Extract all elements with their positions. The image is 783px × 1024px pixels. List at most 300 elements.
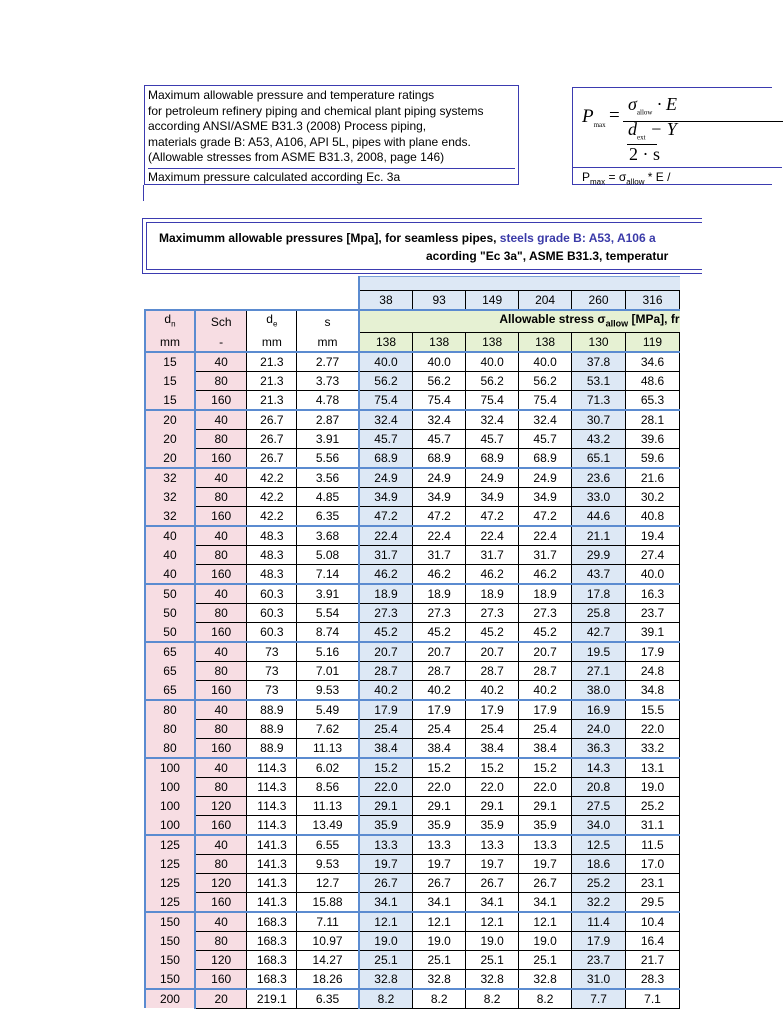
- allowable-stress-cell: 138: [519, 332, 572, 352]
- pressure-cell: 42.7: [572, 622, 626, 642]
- pressure-cell: 19.0: [466, 931, 519, 950]
- dn-cell: 150: [145, 950, 195, 969]
- pressure-cell: 27.3: [466, 603, 519, 622]
- de-cell: 114.3: [247, 777, 297, 796]
- pressure-cell: 46.2: [519, 564, 572, 584]
- sch-cell: 40: [195, 468, 247, 488]
- blank-cell: [145, 291, 195, 311]
- pressure-cell: 15.2: [359, 758, 413, 778]
- dn-cell: 200: [145, 989, 195, 1009]
- s-cell: 3.91: [297, 429, 359, 448]
- s-cell: 14.27: [297, 950, 359, 969]
- sch-cell: 120: [195, 873, 247, 892]
- sch-header: Sch: [195, 310, 247, 332]
- de-cell: 219.1: [247, 989, 297, 1009]
- sch-cell: 120: [195, 950, 247, 969]
- pressure-cell: 28.7: [413, 661, 466, 680]
- temperature-cell: 260: [572, 291, 626, 311]
- dn-cell: 65: [145, 680, 195, 700]
- allowable-stress-cell: 138: [359, 332, 413, 352]
- s-cell: 12.7: [297, 873, 359, 892]
- pressure-cell: 31.0: [572, 969, 626, 989]
- blank-cell: [519, 277, 572, 291]
- table-row: [145, 912, 680, 932]
- sch-cell: 160: [195, 622, 247, 642]
- info-box: [144, 85, 519, 185]
- pressure-cell: 31.7: [413, 545, 466, 564]
- table-row: [145, 603, 680, 622]
- table-row: [145, 564, 680, 584]
- dn-cell: 150: [145, 931, 195, 950]
- s-cell: 13.49: [297, 815, 359, 835]
- pressure-cell: 34.6: [626, 352, 680, 372]
- de-cell: 141.3: [247, 873, 297, 892]
- table-row: [145, 873, 680, 892]
- pressure-cell: 25.2: [572, 873, 626, 892]
- de-cell: 42.2: [247, 487, 297, 506]
- pressure-cell: 7.7: [572, 989, 626, 1009]
- s-cell: 15.88: [297, 892, 359, 912]
- pressure-cell: 32.8: [359, 969, 413, 989]
- sch-cell: 80: [195, 777, 247, 796]
- dn-cell: 15: [145, 390, 195, 410]
- column-header-row: [145, 310, 680, 332]
- pressure-cell: 34.1: [466, 892, 519, 912]
- table-row: [145, 989, 680, 1009]
- pressure-cell: 40.2: [413, 680, 466, 700]
- sch-cell: 40: [195, 352, 247, 372]
- pressure-cell: 20.7: [413, 642, 466, 662]
- temperature-cell: 316: [626, 291, 680, 311]
- sch-cell: 80: [195, 661, 247, 680]
- dn-cell: 100: [145, 758, 195, 778]
- pressure-cell: 32.4: [466, 410, 519, 430]
- pressure-cell: 19.0: [626, 777, 680, 796]
- blank-cell: [466, 277, 519, 291]
- pressure-cell: 38.4: [466, 738, 519, 758]
- dn-cell: 15: [145, 352, 195, 372]
- sch-cell: 160: [195, 892, 247, 912]
- pressure-cell: 40.0: [519, 352, 572, 372]
- pressure-cell: 40.0: [466, 352, 519, 372]
- s-cell: 9.53: [297, 854, 359, 873]
- pressure-cell: 19.0: [359, 931, 413, 950]
- pressure-cell: 32.4: [519, 410, 572, 430]
- s-cell: 3.56: [297, 468, 359, 488]
- pressure-cell: 39.1: [626, 622, 680, 642]
- pressure-cell: 20.7: [359, 642, 413, 662]
- de-cell: 60.3: [247, 603, 297, 622]
- pressure-cell: 18.9: [519, 584, 572, 604]
- pressure-cell: 23.1: [626, 873, 680, 892]
- s-cell: 2.77: [297, 352, 359, 372]
- temperature-cell: 149: [466, 291, 519, 311]
- pressure-cell: 30.2: [626, 487, 680, 506]
- pressure-cell: 40.2: [519, 680, 572, 700]
- table-row: [145, 950, 680, 969]
- de-cell: 114.3: [247, 796, 297, 815]
- pressure-cell: 15.2: [413, 758, 466, 778]
- pressure-cell: 23.7: [572, 950, 626, 969]
- pressure-cell: 34.0: [572, 815, 626, 835]
- de-cell: 48.3: [247, 526, 297, 546]
- de-cell: 73: [247, 642, 297, 662]
- pressure-cell: 45.2: [466, 622, 519, 642]
- formula-inner-denominator: 2 · s: [629, 144, 660, 164]
- table-row: [145, 680, 680, 700]
- s-cell: 4.85: [297, 487, 359, 506]
- dn-cell: 80: [145, 700, 195, 720]
- pressure-cell: 32.8: [466, 969, 519, 989]
- pressure-cell: 24.9: [359, 468, 413, 488]
- info-last-line: Maximum pressure calculated according Ec. 3a: [148, 168, 515, 186]
- dn-cell: 150: [145, 912, 195, 932]
- info-line: (Allowable stresses from ASME B31.3, 2008, page 146): [148, 150, 445, 164]
- pressure-cell: 40.0: [359, 352, 413, 372]
- pressure-cell: 45.2: [519, 622, 572, 642]
- s-cell: 11.13: [297, 796, 359, 815]
- pressure-cell: 25.2: [626, 796, 680, 815]
- dn-cell: 32: [145, 506, 195, 526]
- pressure-cell: 56.2: [359, 371, 413, 390]
- pressure-cell: 32.2: [572, 892, 626, 912]
- info-line: for petroleum refinery piping and chemical plant piping systems: [148, 103, 484, 118]
- pressure-cell: 75.4: [519, 390, 572, 410]
- pressure-cell: 46.2: [413, 564, 466, 584]
- sch-cell: 160: [195, 969, 247, 989]
- pressure-cell: 13.3: [413, 835, 466, 855]
- pressure-cell: 26.7: [519, 873, 572, 892]
- formula-equals: =: [609, 105, 620, 126]
- pressure-cell: 35.9: [519, 815, 572, 835]
- sch-unit: -: [195, 332, 247, 352]
- pressure-cell: 45.2: [413, 622, 466, 642]
- table-row: [145, 584, 680, 604]
- pressure-cell: 31.7: [519, 545, 572, 564]
- pressure-cell: 56.2: [413, 371, 466, 390]
- sch-cell: 80: [195, 603, 247, 622]
- s-cell: 7.01: [297, 661, 359, 680]
- sch-cell: 20: [195, 989, 247, 1009]
- sch-cell: 160: [195, 680, 247, 700]
- pressure-cell: 15.5: [626, 700, 680, 720]
- de-cell: 168.3: [247, 931, 297, 950]
- allowable-stress-label: Allowable stress $\sigma_{allow}$ [MPa], fr: [359, 310, 680, 332]
- dn-cell: 50: [145, 603, 195, 622]
- s-header: s: [297, 310, 359, 332]
- pressure-cell: 22.4: [413, 526, 466, 546]
- pressure-cell: 29.9: [572, 545, 626, 564]
- pressure-cell: 56.2: [519, 371, 572, 390]
- pressure-cell: 65.1: [572, 448, 626, 468]
- dn-cell: 125: [145, 835, 195, 855]
- table-row: [145, 931, 680, 950]
- de-cell: 21.3: [247, 390, 297, 410]
- pressure-cell: 12.1: [359, 912, 413, 932]
- temperature-cell: 93: [413, 291, 466, 311]
- temperature-header-row: [145, 277, 680, 291]
- pressure-cell: 53.1: [572, 371, 626, 390]
- table-row: [145, 796, 680, 815]
- pressure-cell: 13.3: [359, 835, 413, 855]
- dn-cell: 20: [145, 410, 195, 430]
- pressure-cell: 21.1: [572, 526, 626, 546]
- pressure-cell: 47.2: [466, 506, 519, 526]
- pressure-table-wrap: [144, 276, 680, 1007]
- pressure-cell: 19.0: [413, 931, 466, 950]
- formula-box: [572, 87, 772, 185]
- pressure-cell: 75.4: [466, 390, 519, 410]
- pressure-cell: 65.3: [626, 390, 680, 410]
- pressure-cell: 26.7: [466, 873, 519, 892]
- pressure-cell: 16.3: [626, 584, 680, 604]
- pressure-cell: 24.8: [626, 661, 680, 680]
- sch-cell: 80: [195, 854, 247, 873]
- pressure-cell: 34.8: [626, 680, 680, 700]
- pressure-cell: 17.9: [572, 931, 626, 950]
- info-line: materials grade B: A53, A106, API 5L, pipes with plane ends.: [148, 134, 471, 149]
- dn-cell: 80: [145, 738, 195, 758]
- blank-cell: [626, 277, 680, 291]
- de-cell: 26.7: [247, 429, 297, 448]
- pressure-cell: 34.9: [359, 487, 413, 506]
- de-unit: mm: [247, 332, 297, 352]
- pressure-cell: 12.1: [519, 912, 572, 932]
- sch-cell: 80: [195, 371, 247, 390]
- pressure-cell: 59.6: [626, 448, 680, 468]
- pressure-cell: 31.1: [626, 815, 680, 835]
- pressure-cell: 37.8: [572, 352, 626, 372]
- blank-cell: [359, 277, 413, 291]
- dn-cell: 40: [145, 564, 195, 584]
- pressure-cell: 28.1: [626, 410, 680, 430]
- dn-cell: 32: [145, 487, 195, 506]
- dn-header: $d_n$: [145, 310, 195, 332]
- blank-cell: [145, 277, 195, 291]
- pressure-cell: 17.9: [626, 642, 680, 662]
- pressure-cell: 28.7: [466, 661, 519, 680]
- pressure-cell: 18.6: [572, 854, 626, 873]
- de-cell: 60.3: [247, 622, 297, 642]
- de-cell: 114.3: [247, 758, 297, 778]
- table-row: [145, 468, 680, 488]
- de-cell: 114.3: [247, 815, 297, 835]
- dn-cell: 50: [145, 584, 195, 604]
- temperature-cell: 38: [359, 291, 413, 311]
- pressure-cell: 24.0: [572, 719, 626, 738]
- sch-cell: 40: [195, 584, 247, 604]
- pressure-cell: 25.8: [572, 603, 626, 622]
- sch-cell: 80: [195, 931, 247, 950]
- pressure-cell: 22.0: [413, 777, 466, 796]
- pressure-cell: 25.4: [466, 719, 519, 738]
- de-cell: 42.2: [247, 468, 297, 488]
- pressure-cell: 22.0: [626, 719, 680, 738]
- de-cell: 88.9: [247, 738, 297, 758]
- pressure-cell: 18.9: [466, 584, 519, 604]
- blank-cell: [247, 291, 297, 311]
- pressure-cell: 24.9: [519, 468, 572, 488]
- pressure-cell: 20.8: [572, 777, 626, 796]
- info-line: Maximum allowable pressure and temperature ratings: [148, 88, 435, 102]
- table-row: [145, 854, 680, 873]
- pressure-cell: 32.8: [413, 969, 466, 989]
- dn-cell: 40: [145, 526, 195, 546]
- table-row: [145, 487, 680, 506]
- sch-cell: 160: [195, 448, 247, 468]
- temperature-row: [145, 291, 680, 311]
- s-cell: 9.53: [297, 680, 359, 700]
- pressure-cell: 32.4: [413, 410, 466, 430]
- pressure-cell: 22.4: [519, 526, 572, 546]
- table-row: [145, 429, 680, 448]
- pressure-cell: 34.9: [519, 487, 572, 506]
- pressure-cell: 29.1: [519, 796, 572, 815]
- pressure-cell: 27.5: [572, 796, 626, 815]
- s-cell: 2.87: [297, 410, 359, 430]
- pressure-cell: 16.4: [626, 931, 680, 950]
- pressure-cell: 38.4: [413, 738, 466, 758]
- pressure-cell: 19.7: [359, 854, 413, 873]
- pressure-cell: 28.7: [359, 661, 413, 680]
- pressure-cell: 25.4: [413, 719, 466, 738]
- sch-cell: 40: [195, 410, 247, 430]
- pressure-cell: 22.0: [359, 777, 413, 796]
- blank-cell: [297, 291, 359, 311]
- de-cell: 168.3: [247, 950, 297, 969]
- pressure-cell: 17.9: [359, 700, 413, 720]
- pressure-cell: 68.9: [519, 448, 572, 468]
- dn-cell: 150: [145, 969, 195, 989]
- blank-cell: [572, 277, 626, 291]
- pressure-cell: 24.9: [413, 468, 466, 488]
- s-cell: 3.68: [297, 526, 359, 546]
- table-row: [145, 371, 680, 390]
- pressure-cell: 43.7: [572, 564, 626, 584]
- pressure-cell: 8.2: [359, 989, 413, 1009]
- pressure-cell: 29.5: [626, 892, 680, 912]
- sch-cell: 40: [195, 835, 247, 855]
- s-cell: 4.78: [297, 390, 359, 410]
- pressure-cell: 40.2: [466, 680, 519, 700]
- de-header: $d_e$: [247, 310, 297, 332]
- pressure-cell: 44.6: [572, 506, 626, 526]
- pressure-cell: 38.4: [359, 738, 413, 758]
- sch-cell: 40: [195, 526, 247, 546]
- dn-cell: 125: [145, 873, 195, 892]
- pressure-cell: 23.6: [572, 468, 626, 488]
- de-cell: 26.7: [247, 410, 297, 430]
- left-marker: [143, 185, 144, 201]
- pressure-cell: 8.2: [519, 989, 572, 1009]
- pressure-cell: 39.6: [626, 429, 680, 448]
- pressure-cell: 27.3: [413, 603, 466, 622]
- pressure-cell: 28.3: [626, 969, 680, 989]
- sch-cell: 40: [195, 642, 247, 662]
- sch-cell: 40: [195, 758, 247, 778]
- dn-cell: 100: [145, 815, 195, 835]
- s-cell: 3.73: [297, 371, 359, 390]
- pressure-cell: 17.0: [626, 854, 680, 873]
- s-cell: 11.13: [297, 738, 359, 758]
- table-title-line1: Maximumm allowable pressures [Mpa], for seamless pipes, steels grade B: A53, A106 a: [159, 231, 656, 245]
- pressure-cell: 29.1: [413, 796, 466, 815]
- table-row: [145, 700, 680, 720]
- de-cell: 48.3: [247, 564, 297, 584]
- pressure-cell: 19.4: [626, 526, 680, 546]
- dn-cell: 125: [145, 854, 195, 873]
- pressure-cell: 32.4: [359, 410, 413, 430]
- pressure-cell: 24.9: [466, 468, 519, 488]
- pressure-cell: 46.2: [359, 564, 413, 584]
- s-cell: 6.02: [297, 758, 359, 778]
- pressure-cell: 35.9: [413, 815, 466, 835]
- table-row: [145, 545, 680, 564]
- table-row: [145, 815, 680, 835]
- blank-cell: [297, 277, 359, 291]
- de-cell: 141.3: [247, 835, 297, 855]
- pressure-cell: 22.4: [466, 526, 519, 546]
- pressure-cell: 38.4: [519, 738, 572, 758]
- pressure-cell: 25.1: [466, 950, 519, 969]
- de-cell: 73: [247, 680, 297, 700]
- pressure-cell: 40.0: [413, 352, 466, 372]
- dn-cell: 20: [145, 429, 195, 448]
- pressure-cell: 34.9: [466, 487, 519, 506]
- pressure-cell: 33.0: [572, 487, 626, 506]
- pressure-cell: 45.2: [359, 622, 413, 642]
- s-cell: 8.74: [297, 622, 359, 642]
- pressure-cell: 40.2: [359, 680, 413, 700]
- pressure-cell: 71.3: [572, 390, 626, 410]
- de-cell: 60.3: [247, 584, 297, 604]
- info-line: according ANSI/ASME B31.3 (2008) Process piping,: [148, 119, 427, 133]
- s-cell: 3.91: [297, 584, 359, 604]
- pressure-cell: 22.4: [359, 526, 413, 546]
- pressure-cell: 31.7: [359, 545, 413, 564]
- pressure-cell: 13.3: [466, 835, 519, 855]
- pressure-cell: 47.2: [413, 506, 466, 526]
- pressure-cell: 68.9: [359, 448, 413, 468]
- table-row: [145, 777, 680, 796]
- pressure-cell: 18.9: [413, 584, 466, 604]
- pressure-cell: 26.7: [413, 873, 466, 892]
- pressure-cell: 34.1: [519, 892, 572, 912]
- pressure-cell: 11.5: [626, 835, 680, 855]
- pressure-cell: 75.4: [359, 390, 413, 410]
- pressure-cell: 8.2: [466, 989, 519, 1009]
- s-cell: 5.54: [297, 603, 359, 622]
- de-cell: 48.3: [247, 545, 297, 564]
- pressure-cell: 30.7: [572, 410, 626, 430]
- pressure-cell: 12.1: [466, 912, 519, 932]
- table-row: [145, 969, 680, 989]
- table-title-line2: acording "Ec 3a", ASME B31.3, temperatur: [426, 249, 669, 263]
- table-row: [145, 526, 680, 546]
- s-cell: 10.97: [297, 931, 359, 950]
- s-unit: mm: [297, 332, 359, 352]
- de-cell: 168.3: [247, 969, 297, 989]
- pressure-cell: 75.4: [413, 390, 466, 410]
- dn-cell: 40: [145, 545, 195, 564]
- pressure-cell: 45.7: [519, 429, 572, 448]
- pressure-cell: 36.3: [572, 738, 626, 758]
- dn-cell: 32: [145, 468, 195, 488]
- pressure-cell: 19.7: [466, 854, 519, 873]
- pressure-cell: 10.4: [626, 912, 680, 932]
- table-row: [145, 738, 680, 758]
- pressure-cell: 21.7: [626, 950, 680, 969]
